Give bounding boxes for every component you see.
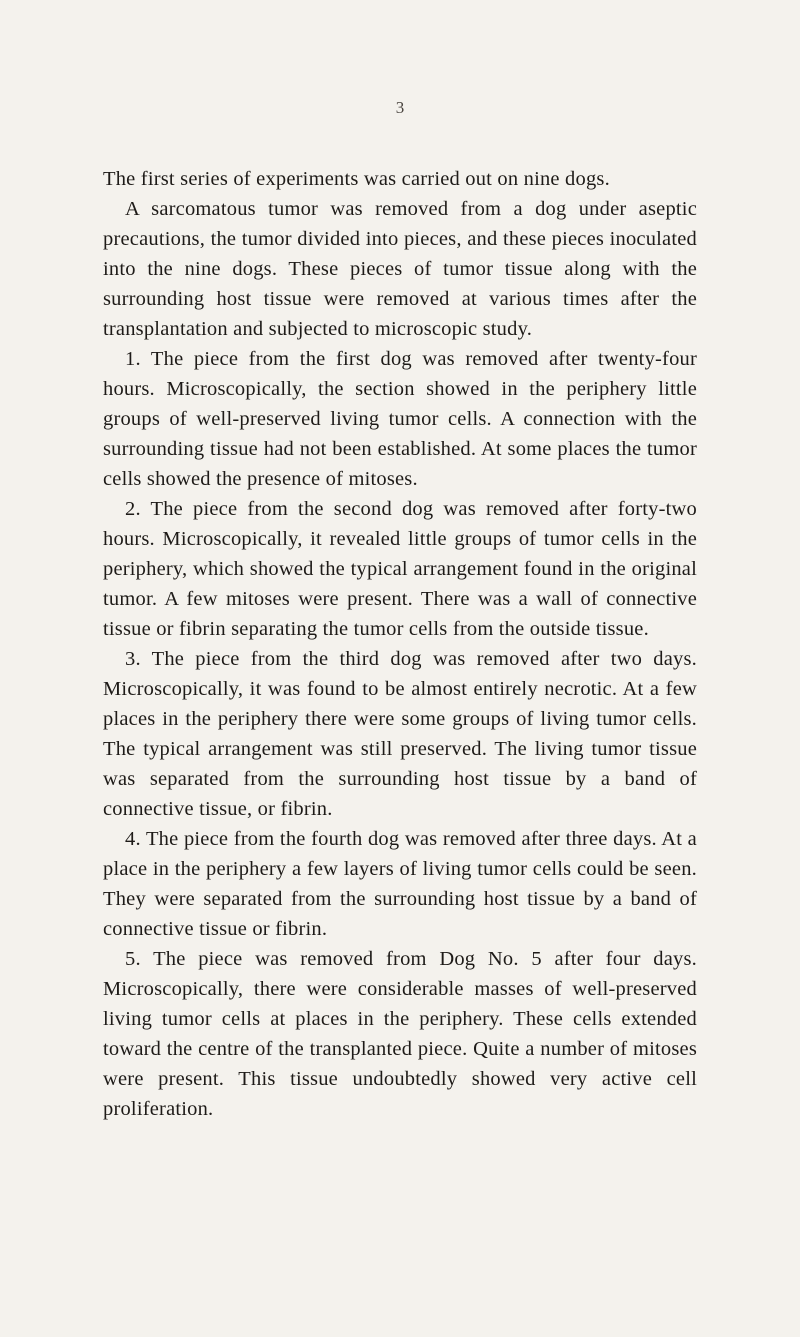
paragraph-dog-2: 2. The piece from the second dog was removed after forty-two hours. Microscopically, it revealed little groups of tumor cells in the periphery, which showed the typical arrangement found in the original tumor. A few mitoses were present. There was a wall of connective tissue or fibrin separating the tumor cells from the outside tissue. [103,498,697,640]
paragraph-dog-1: 1. The piece from the first dog was removed after twenty-four hours. Microscopically, the section showed in the periphery little groups of well-preserved living tumor cells. A connection with the surrounding tissue had not been established. At some places the tumor cells showed the presence of mitoses. [103,348,697,490]
paragraph-dog-5: 5. The piece was removed from Dog No. 5 after four days. Microscopically, there were considerable masses of well-preserved living tumor cells at places in the periphery. These cells extended toward the centre of the transplanted piece. Quite a number of mitoses were present. This tissue undoubtedly showed very active cell proliferation. [103,948,697,1120]
paragraph-dog-4: 4. The piece from the fourth dog was removed after three days. At a place in the periphery a few layers of living tumor cells could be seen. They were separated from the surrounding host tissue by a band of connective tissue or fibrin. [103,828,697,940]
paragraph-dog-3: 3. The piece from the third dog was removed after two days. Microscopically, it was found to be almost entirely necrotic. At a few places in the periphery there were some groups of living tumor cells. The typical arrangement was still preserved. The living tumor tissue was separated from the surrounding host tissue by a band of connective tissue, or fibrin. [103,648,697,820]
body-text [103,164,697,1124]
paragraph-method: A sarcomatous tumor was removed from a dog under aseptic precautions, the tumor divided into pieces, and these pieces inoculated into the nine dogs. These pieces of tumor tissue along with the surrounding host tissue were removed at various times after the transplantation and subjected to microscopic study. [103,198,697,340]
page-number: 3 [395,98,405,117]
paragraph-intro: The first series of experiments was carried out on nine dogs. [103,168,610,190]
